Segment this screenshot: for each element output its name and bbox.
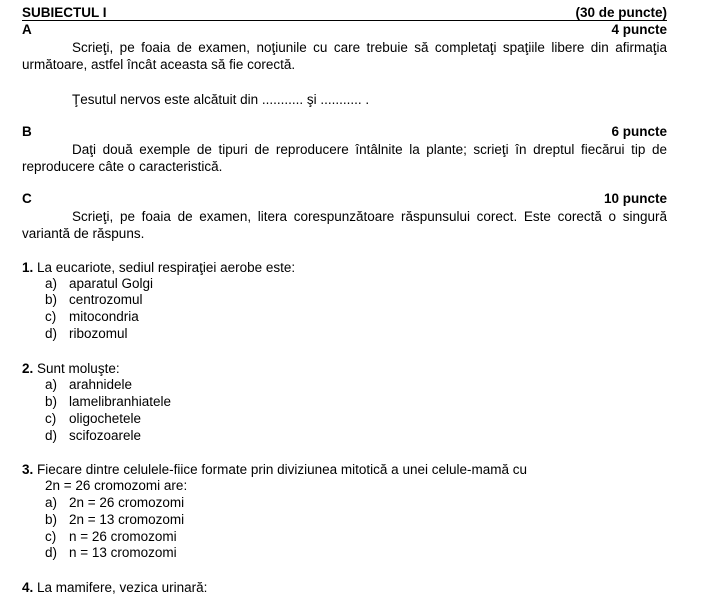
- option-1c: c) mitocondria: [45, 309, 139, 324]
- header-underline: [22, 20, 667, 21]
- section-c-points: 10 puncte: [603, 191, 667, 206]
- option-2d: d) scifozoarele: [45, 428, 142, 443]
- question-1: [22, 260, 295, 275]
- option-1a: a) aparatul Golgi: [45, 276, 154, 291]
- question-text: Fiecare dintre celulele-fiice formate prin diviziunea mitotică a unei celule-mamă cu: [37, 462, 527, 477]
- question-number: 2.: [22, 361, 34, 376]
- question-2: [22, 361, 120, 376]
- option-1d: d) ribozomul: [45, 326, 128, 341]
- section-points: (30 de puncte): [575, 5, 667, 20]
- section-c-instruction: Scrieţi, pe foaia de examen, litera corespunzătoare răspunsului corect. Este corectă o singură variantă de răspuns.: [22, 209, 667, 241]
- question-text: Sunt moluşte:: [37, 361, 120, 376]
- section-c-letter: C: [22, 191, 32, 206]
- question-3-continuation: 2n = 26 cromozomi are:: [45, 478, 188, 493]
- question-number: 4.: [22, 580, 34, 595]
- section-title: SUBIECTUL I: [22, 5, 107, 20]
- option-1b: b) centrozomul: [45, 292, 143, 307]
- section-a-points: 4 puncte: [611, 22, 667, 37]
- section-a-statement: Ţesutul nervos este alcătuit din ........... şi ........... .: [72, 92, 370, 107]
- option-3b: b) 2n = 13 cromozomi: [45, 512, 185, 527]
- option-3d: d) n = 13 cromozomi: [45, 545, 177, 560]
- option-3a: a) 2n = 26 cromozomi: [45, 495, 185, 510]
- question-number: 3.: [22, 462, 34, 477]
- question-3: [22, 462, 527, 477]
- option-2c: c) oligochetele: [45, 411, 142, 426]
- option-3c: c) n = 26 cromozomi: [45, 529, 177, 544]
- section-a-instruction: Scrieţi, pe foaia de examen, noţiunile cu care trebuie să completaţi spaţiile libere din afirmaţia următoare, astfel încât aceasta să fie corectă.: [22, 40, 667, 72]
- question-4: [22, 580, 207, 595]
- section-b-instruction: Daţi două exemple de tipuri de reproducere întâlnite la plante; scrieţi în dreptul fiecărui tip de reproducere câte o caracteristică.: [22, 142, 667, 174]
- section-a-letter: A: [22, 22, 32, 37]
- option-2b: b) lamelibranhiatele: [45, 394, 172, 409]
- section-b-points: 6 puncte: [611, 124, 667, 139]
- option-2a: a) arahnidele: [45, 377, 133, 392]
- question-number: 1.: [22, 260, 34, 275]
- question-text: La mamifere, vezica urinară:: [37, 580, 208, 595]
- section-b-letter: B: [22, 124, 32, 139]
- question-text: La eucariote, sediul respiraţiei aerobe este:: [37, 260, 296, 275]
